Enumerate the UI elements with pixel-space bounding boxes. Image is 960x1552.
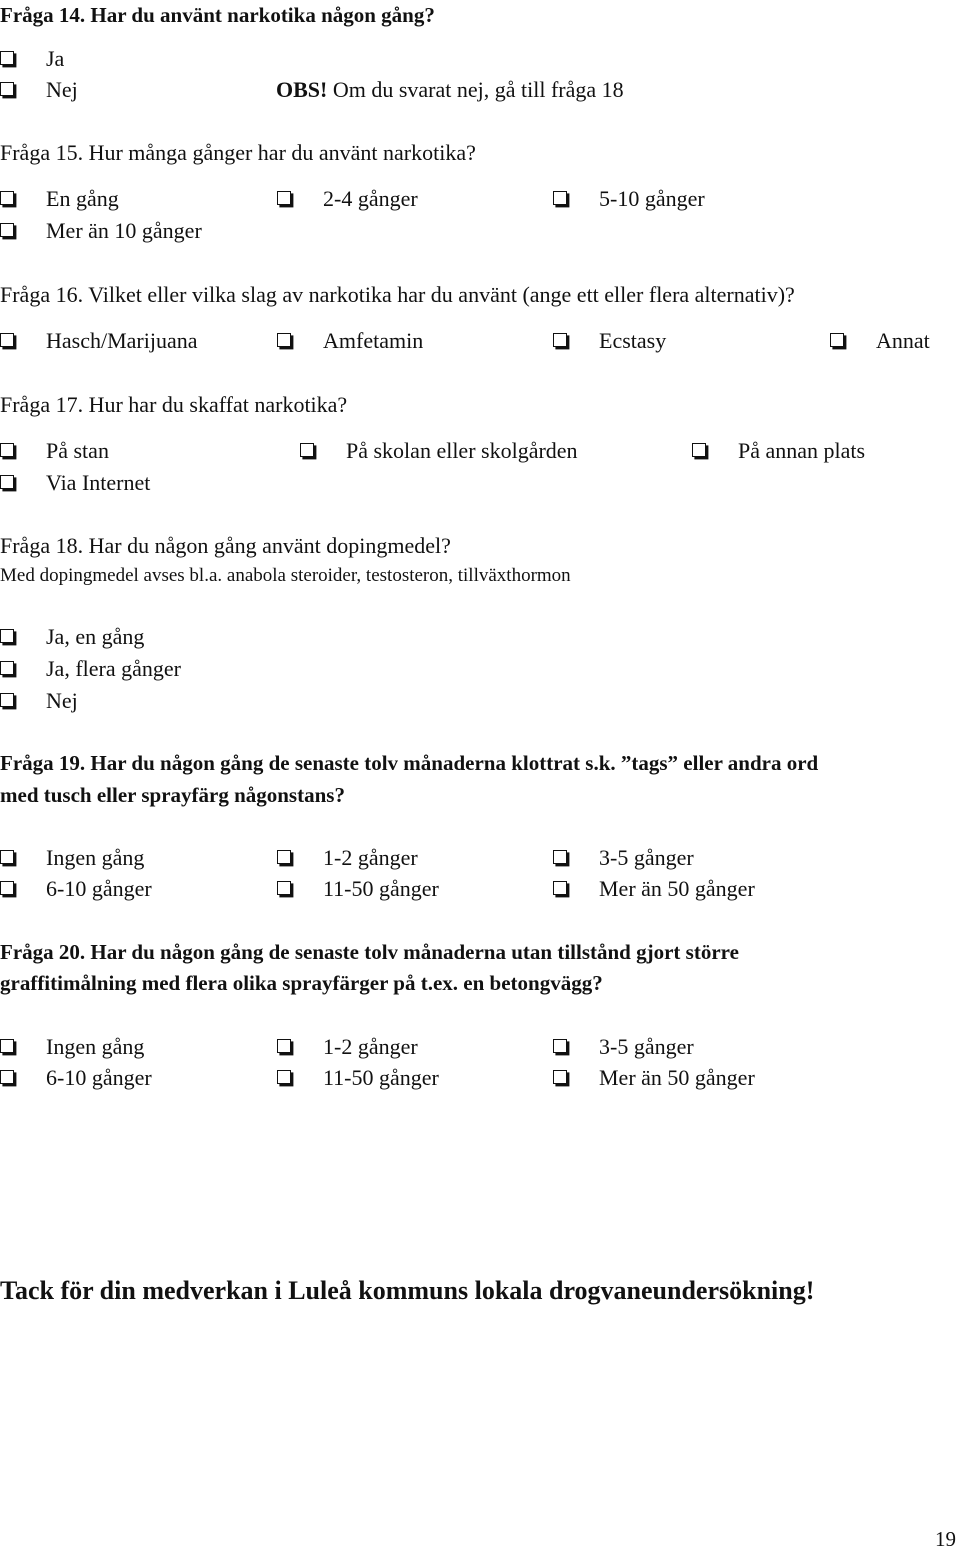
option-label: Mer än 50 gånger — [599, 876, 755, 901]
q15-option-1[interactable] — [0, 186, 119, 212]
page-number: 19 — [935, 1527, 956, 1551]
q16-option-1[interactable] — [0, 328, 198, 354]
checkbox-icon[interactable] — [692, 443, 706, 457]
option-label: Nej — [46, 77, 78, 102]
q20-option-4[interactable] — [0, 1065, 152, 1091]
q16-option-3[interactable] — [553, 328, 666, 354]
q14-option-ja[interactable] — [0, 46, 64, 72]
q18-option-3[interactable] — [0, 688, 78, 714]
q20-option-5[interactable] — [277, 1065, 439, 1091]
checkbox-icon[interactable] — [0, 51, 14, 65]
checkbox-icon[interactable] — [0, 629, 14, 643]
q16-option-2[interactable] — [277, 328, 423, 354]
checkbox-icon[interactable] — [553, 1039, 567, 1053]
option-label: Nej — [46, 688, 78, 713]
checkbox-icon[interactable] — [553, 850, 567, 864]
option-label: På stan — [46, 438, 109, 463]
question-20-title-line-2: graffitimålning med flera olika sprayfärger på t.ex. en betongvägg? — [0, 971, 603, 995]
option-label: 3-5 gånger — [599, 1034, 694, 1059]
q14-skip-note — [276, 77, 624, 103]
option-label: Via Internet — [46, 470, 151, 495]
q18-option-2[interactable] — [0, 656, 181, 682]
option-label: Ja, flera gånger — [46, 656, 181, 681]
q15-option-4[interactable] — [0, 218, 202, 244]
option-label: Ja — [46, 46, 65, 71]
option-label: 6-10 gånger — [46, 876, 152, 901]
question-19-title-line-2: med tusch eller sprayfärg någonstans? — [0, 783, 345, 807]
q20-option-1[interactable] — [0, 1034, 144, 1060]
option-label: En gång — [46, 186, 119, 211]
checkbox-icon[interactable] — [277, 333, 291, 347]
checkbox-icon[interactable] — [0, 1070, 14, 1084]
option-label: Annat — [876, 328, 930, 353]
checkbox-icon[interactable] — [277, 881, 291, 895]
option-label: 1-2 gånger — [323, 1034, 418, 1059]
q15-option-2[interactable] — [277, 186, 418, 212]
checkbox-icon[interactable] — [0, 1039, 14, 1053]
q14-option-nej[interactable] — [0, 77, 78, 103]
option-label: Hasch/Marijuana — [46, 328, 198, 353]
q20-option-2[interactable] — [277, 1034, 418, 1060]
option-label: 11-50 gånger — [323, 876, 439, 901]
option-label: Ecstasy — [599, 328, 667, 353]
q15-option-3[interactable] — [553, 186, 705, 212]
checkbox-icon[interactable] — [0, 333, 14, 347]
checkbox-icon[interactable] — [0, 223, 14, 237]
checkbox-icon[interactable] — [277, 1070, 291, 1084]
checkbox-icon[interactable] — [300, 443, 314, 457]
q17-option-3[interactable] — [692, 438, 865, 464]
q17-option-4[interactable] — [0, 470, 150, 496]
question-16-title: Fråga 16. Vilket eller vilka slag av narkotika har du använt (ange ett eller flera alternativ)? — [0, 282, 795, 307]
q19-option-1[interactable] — [0, 845, 144, 871]
question-20-title-line-1: Fråga 20. Har du någon gång de senaste tolv månaderna utan tillstånd gjort större — [0, 940, 739, 964]
option-label: Amfetamin — [323, 328, 424, 353]
checkbox-icon[interactable] — [830, 333, 844, 347]
checkbox-icon[interactable] — [277, 850, 291, 864]
checkbox-icon[interactable] — [277, 191, 291, 205]
option-label: 6-10 gånger — [46, 1065, 152, 1090]
question-18-title: Fråga 18. Har du någon gång använt dopingmedel? — [0, 533, 451, 558]
q20-option-6[interactable] — [553, 1065, 755, 1091]
checkbox-icon[interactable] — [553, 191, 567, 205]
q19-option-3[interactable] — [553, 845, 694, 871]
option-label: Ingen gång — [46, 845, 145, 870]
question-19-title-line-1: Fråga 19. Har du någon gång de senaste tolv månaderna klottrat s.k. ”tags” eller andra ord — [0, 751, 819, 775]
question-14-title: Fråga 14. Har du använt narkotika någon gång? — [0, 3, 435, 27]
checkbox-icon[interactable] — [553, 1070, 567, 1084]
option-label: 3-5 gånger — [599, 845, 694, 870]
option-label: 5-10 gånger — [599, 186, 705, 211]
checkbox-icon[interactable] — [553, 333, 567, 347]
checkbox-icon[interactable] — [0, 191, 14, 205]
q19-option-2[interactable] — [277, 845, 418, 871]
q16-option-4[interactable] — [830, 328, 930, 354]
note-label: OBS! — [276, 77, 328, 102]
q19-option-5[interactable] — [277, 876, 439, 902]
closing-thanks: Tack för din medverkan i Luleå kommuns lokala drogvaneundersökning! — [0, 1276, 815, 1305]
note-text: Om du svarat nej, gå till fråga 18 — [327, 77, 624, 102]
checkbox-icon[interactable] — [0, 443, 14, 457]
option-label: På skolan eller skolgården — [346, 438, 578, 463]
checkbox-icon[interactable] — [0, 881, 14, 895]
option-label: Ja, en gång — [46, 624, 145, 649]
question-15-title: Fråga 15. Hur många gånger har du använt narkotika? — [0, 140, 476, 165]
option-label: Mer än 50 gånger — [599, 1065, 755, 1090]
question-18-subtitle: Med dopingmedel avses bl.a. anabola steroider, testosteron, tillväxthormon — [0, 565, 571, 586]
q20-option-3[interactable] — [553, 1034, 694, 1060]
option-label: Ingen gång — [46, 1034, 145, 1059]
checkbox-icon[interactable] — [0, 475, 14, 489]
option-label: Mer än 10 gånger — [46, 218, 202, 243]
checkbox-icon[interactable] — [0, 850, 14, 864]
q19-option-6[interactable] — [553, 876, 755, 902]
question-17-title: Fråga 17. Hur har du skaffat narkotika? — [0, 392, 348, 417]
q18-option-1[interactable] — [0, 624, 144, 650]
q19-option-4[interactable] — [0, 876, 152, 902]
option-label: 2-4 gånger — [323, 186, 418, 211]
checkbox-icon[interactable] — [277, 1039, 291, 1053]
checkbox-icon[interactable] — [553, 881, 567, 895]
checkbox-icon[interactable] — [0, 693, 14, 707]
checkbox-icon[interactable] — [0, 82, 14, 96]
q17-option-2[interactable] — [300, 438, 578, 464]
checkbox-icon[interactable] — [0, 661, 14, 675]
option-label: På annan plats — [738, 438, 866, 463]
option-label: 11-50 gånger — [323, 1065, 439, 1090]
option-label: 1-2 gånger — [323, 845, 418, 870]
q17-option-1[interactable] — [0, 438, 109, 464]
